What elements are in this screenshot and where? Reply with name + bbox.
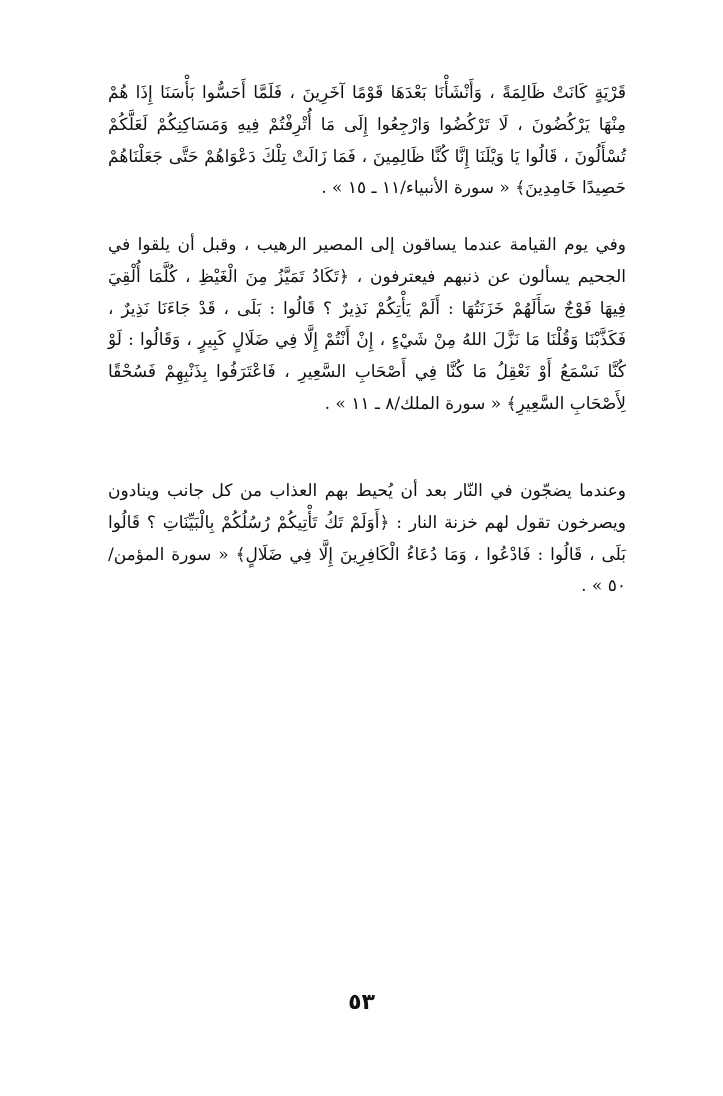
paragraph-1-text: قَرْيَةٍ كَانَتْ ظَالِمَةً ، وَأَنْشَأْنَا بَعْدَهَا قَوْمًا آخَرِينَ ، فَلَمَّا أَحَسُّوا بَأْسَنَا إِذَا هُمْ مِنْهَا يَرْكُضُونَ ، لَا تَرْكُضُوا وَارْجِعُوا إِلَى مَا أُتْرِفْتُمْ فِيهِ وَمَسَاكِنِكُمْ لَعَلَّكُمْ تُسْأَلُونَ ، قَالُوا يَا وَيْلَنَا إِنَّا كُنَّا ظَالِمِينَ ، فَمَا زَالَتْ تِلْكَ دَعْوَاهُمْ حَتَّى جَعَلْنَاهُمْ حَصِيدًا خَامِدِينَ﴾ « سورة الأنبياء/١١ ـ ١٥ » . bbox=[108, 83, 626, 199]
paragraph-2 bbox=[108, 230, 626, 421]
paragraph-1 bbox=[108, 78, 626, 205]
paragraph-3 bbox=[108, 476, 626, 603]
paragraph-3-text: وعندما يضجّون في النّار بعد أن يُحيط بهم العذاب من كل جانب وينادون ويصرخون تقول لهم خزنة النار : ﴿أَوَلَمْ تَكُ تَأْتِيكُمْ رُسُلُكُمْ بِالْبَيِّنَاتِ ؟ قَالُوا بَلَى ، قَالُوا : فَادْعُوا ، وَمَا دُعَاءُ الْكَافِرِينَ إِلَّا فِي ضَلَالٍ﴾ « سورة المؤمن/ ٥٠ » . bbox=[108, 481, 626, 597]
paragraph-2-text: وفي يوم القيامة عندما يساقون إلى المصير الرهيب ، وقبل أن يلقوا في الجحيم يسألون عن ذنبهم فيعترفون ، ﴿تَكَادُ تَمَيَّزُ مِنَ الْغَيْظِ ، كُلَّمَا أُلْقِيَ فِيهَا فَوْجٌ سَأَلَهُمْ خَزَنَتُهَا : أَلَمْ يَأْتِكُمْ نَذِيرٌ ؟ قَالُوا : بَلَى ، قَدْ جَاءَنَا نَذِيرٌ ، فَكَذَّبْنَا وَقُلْنَا مَا نَزَّلَ اللهُ مِنْ شَيْءٍ ، إِنْ أَنْتُمْ إِلَّا فِي ضَلَالٍ كَبِيرٍ ، وَقَالُوا : لَوْ كُنَّا نَسْمَعُ أَوْ نَعْقِلُ مَا كُنَّا فِي أَصْحَابِ السَّعِيرِ ، فَاعْتَرَفُوا بِذَنْبِهِمْ فَسُحْقًا لِأَصْحَابِ السَّعِيرِ﴾ « سورة الملك/٨ ـ ١١ » . bbox=[108, 235, 626, 414]
page-number: ٥٣ bbox=[348, 990, 375, 1015]
